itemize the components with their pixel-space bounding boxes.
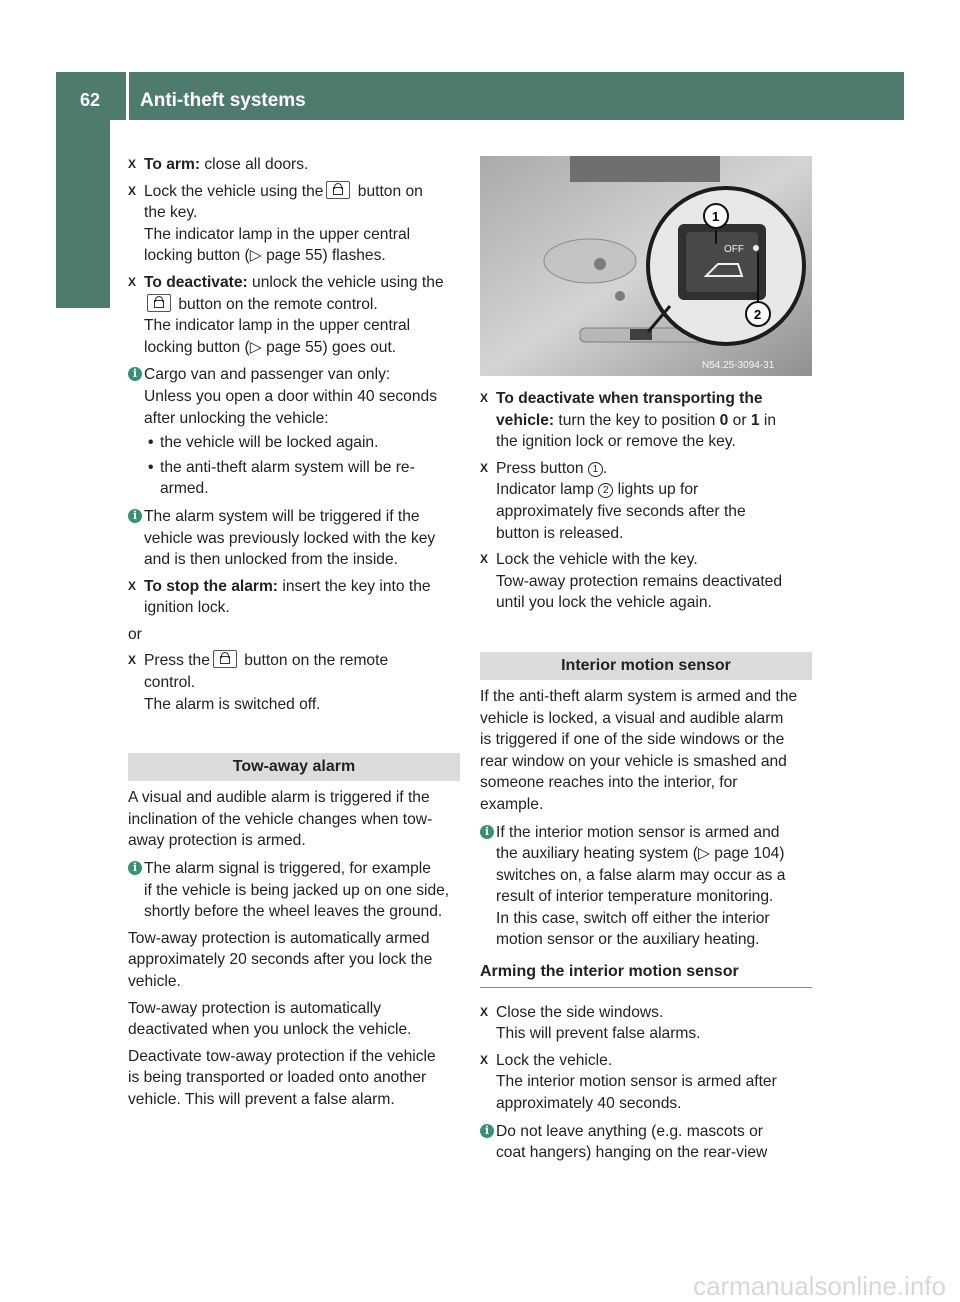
info-note: i The alarm system will be triggered if the vehicle was previously locked with the key and is then unlocked from the inside. [128, 506, 460, 571]
bullet-item: • the anti-theft alarm system will be re- armed. [148, 458, 415, 498]
tow-away-heading: Tow-away alarm [128, 753, 460, 781]
svg-text:OFF: OFF [724, 244, 744, 255]
step-arrow-icon: X [480, 552, 489, 567]
step-transport: X To deactivate when transporting the vehicle: turn the key to position 0 or 1 in the ignition lock or remove the key. [480, 390, 777, 451]
left-column [128, 154, 460, 1116]
step-arrow-icon: X [128, 183, 137, 198]
paragraph: If the anti-theft alarm system is armed and the vehicle is locked, a visual and audible alarm is triggered if one of the side windows or the rear window on your vehicle is smashed and someone reaches into the interior, for example. [480, 687, 798, 813]
arming-heading: Arming the interior motion sensor [480, 961, 812, 988]
info-note: i Do not leave anything (e.g. mascots or coat hangers) hanging on the rear-view [480, 1121, 812, 1164]
right-column [480, 388, 812, 1169]
paragraph: Tow-away protection is automatically deactivated when you unlock the vehicle. [128, 999, 412, 1039]
step-arrow-icon: X [480, 1004, 489, 1019]
figure-reference: N54.25-3094-31 [702, 360, 775, 371]
side-tab-label: Controls [69, 153, 92, 237]
callout-1: 1 [712, 209, 720, 224]
info-icon: i [480, 825, 494, 839]
info-note: i Cargo van and passenger van only: Unless you open a door within 40 seconds after unlocking the vehicle: • the vehicle will be locked again. • the anti-theft alarm system will be re- armed. [128, 364, 460, 500]
unlock-icon [147, 294, 171, 312]
callout-2: 2 [754, 307, 762, 322]
overhead-console-illustration [480, 156, 812, 376]
header-divider [126, 72, 129, 120]
info-icon: i [128, 367, 142, 381]
step-arrow-icon: X [128, 274, 137, 289]
tow-away-button-figure [480, 156, 812, 376]
info-icon: i [128, 861, 142, 875]
or-text: or [128, 625, 142, 643]
step-lock-key: X Lock the vehicle with the key. Tow-away protection remains deactivated until you lock the vehicle again. [480, 551, 783, 612]
step-lock: X Lock the vehicle using the button on the key. The indicator lamp in the upper central locking button (▷ page 55) flashes. [128, 182, 423, 265]
unlock-icon [213, 650, 237, 668]
step-arrow-icon: X [128, 157, 137, 171]
page-header [56, 72, 904, 120]
step-arrow-icon: X [480, 1052, 489, 1067]
step-stop-alarm: X To stop the alarm: insert the key into the ignition lock. [128, 577, 431, 617]
paragraph: A visual and audible alarm is triggered if the inclination of the vehicle changes when tow- away protection is armed. [128, 789, 433, 850]
lock-icon [326, 181, 350, 199]
paragraph: Deactivate tow-away protection if the vehicle is being transported or loaded onto another vehicle. This will prevent a false alarm. [128, 1047, 436, 1108]
step-arrow-icon: X [480, 460, 489, 475]
step-arm: X To arm: close all doors. [128, 154, 460, 176]
section-title: Anti-theft systems [140, 90, 306, 111]
step-arrow-icon: X [480, 391, 489, 405]
callout-1: 1 [588, 462, 603, 477]
info-icon: i [128, 509, 142, 523]
callout-2: 2 [598, 483, 613, 498]
step-deactivate: X To deactivate: unlock the vehicle using the button on the remote control. The indicator lamp in the upper central locking button (▷ page 55) goes out. [128, 273, 444, 356]
watermark: carmanualsonline.info [693, 1271, 946, 1302]
paragraph: Tow-away protection is automatically armed approximately 20 seconds after you lock the vehicle. [128, 929, 433, 990]
info-note: i If the interior motion sensor is armed and the auxiliary heating system (▷ page 104) switches on, a false alarm may occur as a result of interior temperature monitoring. In this case, switch off either the interior motion sensor or the auxiliary heating. [480, 822, 812, 952]
step-close-windows: X Close the side windows. This will prevent false alarms. [480, 1003, 701, 1043]
info-note: i The alarm signal is triggered, for example if the vehicle is being jacked up on one side, shortly before the wheel leaves the ground. [128, 858, 460, 923]
page-number: 62 [79, 90, 101, 110]
step-arrow-icon: X [128, 578, 137, 593]
info-icon: i [480, 1124, 494, 1138]
step-press-unlock: X Press the button on the remote control. The alarm is switched off. [128, 652, 389, 713]
bullet-item: • the vehicle will be locked again. [148, 434, 379, 452]
step-arrow-icon: X [128, 653, 137, 668]
interior-motion-sensor-heading: Interior motion sensor [480, 652, 812, 680]
step-press-button: X Press button 1 . Indicator lamp 2 lights up for approximately five seconds after the button is released. [480, 459, 746, 542]
step-lock-vehicle: X Lock the vehicle. The interior motion sensor is armed after approximately 40 seconds. [480, 1051, 777, 1113]
